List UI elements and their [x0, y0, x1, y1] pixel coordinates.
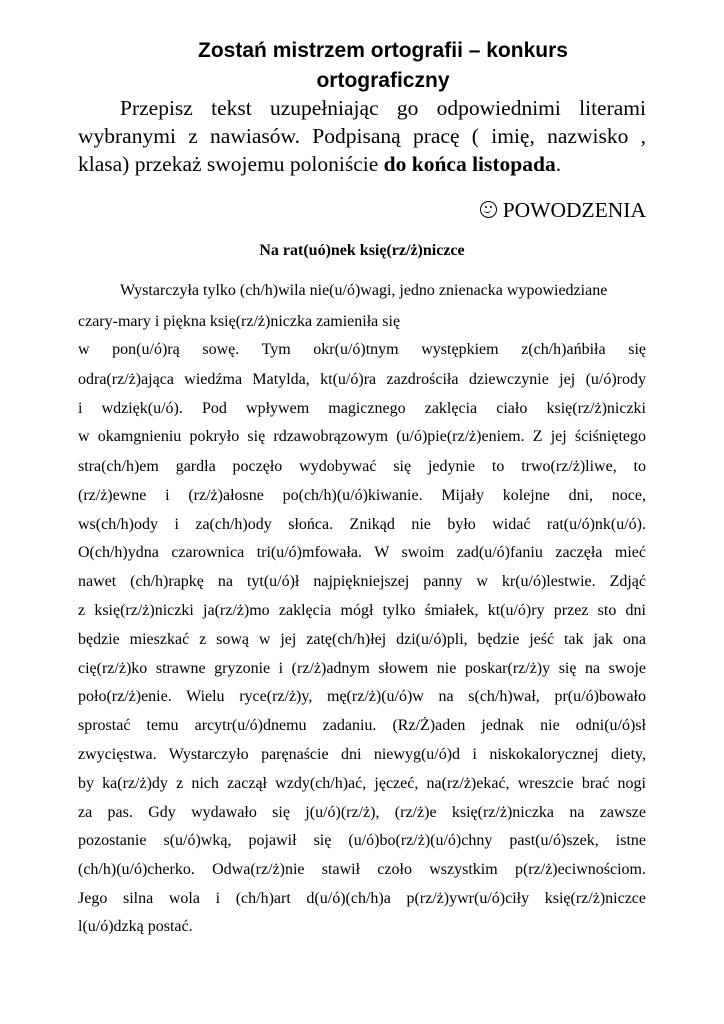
story-line: zwycięstwa. Wystarczyło paręnaście dni niewyg(u/ó)d i niskokalorycznej diety, [78, 746, 646, 763]
good-luck-line [480, 196, 646, 224]
story-line: O(ch/h)ydna czarownica tri(u/ó)mfowała. W swoim zad(u/ó)faniu zaczęła mieć [78, 544, 646, 561]
story-line: by ka(rz/ż)dy z nich zaczął wzdy(ch/h)ać, jęczeć, na(rz/ż)ekać, wreszcie brać nogi [78, 775, 646, 792]
story-line: (ch/h)(u/ó)cherko. Odwa(rz/ż)nie stawił czoło wszystkim p(rz/ż)eciwnościom. [78, 861, 646, 878]
story-line: nawet (ch/h)rapkę na tyt(u/ó)ł najpiękniejszej panny w kr(u/ó)lestwie. Zdjąć [78, 573, 646, 590]
story-line: stra(ch/h)em gardła poczęło wydobywać się jedynie to trwo(rz/ż)liwe, to [78, 458, 646, 475]
story-line: i wdzięk(u/ó). Pod wpływem magicznego zaklęcia ciało księ(rz/ż)niczki [78, 400, 646, 417]
deadline-text: do końca listopada [383, 152, 556, 176]
instructions-paragraph [78, 94, 646, 178]
story-line: cię(rz/ż)ko strawne gryzonie i (rz/ż)adnym słowem nie poskar(rz/ż)y się na swoje [78, 660, 646, 677]
story-line: sprostać temu arcytr(u/ó)dnemu zadaniu. (Rz/Ż)aden jednak nie odni(u/ó)sł [78, 717, 646, 734]
page-title-line-1: Zostań mistrzem ortografii – konkurs [198, 39, 568, 62]
story-line: będzie mieszkać z sową w jej zatę(ch/h)łej dzi(u/ó)pli, będzie jeść tak jak ona [78, 631, 646, 648]
good-luck-text: POWODZENIA [502, 198, 646, 222]
story-line: pozostanie s(u/ó)wką, pojawił się (u/ó)bo(rz/ż)(u/ó)chny past(u/ó)szek, istne [78, 832, 646, 849]
story-line: Jego silna wola i (ch/h)art d(u/ó)(ch/h)a p(rz/ż)ywr(u/ó)ciły księ(rz/ż)niczce [78, 890, 646, 907]
story-line: ws(ch/h)ody i za(ch/h)ody słońca. Znikąd nie było widać rat(u/ó)nk(u/ó). [78, 516, 646, 533]
page-title [78, 36, 688, 96]
story-line: z księ(rz/ż)niczki ja(rz/ż)mo zaklęcia mógł tylko śmiałek, kt(u/ó)ry przez sto dni [78, 602, 646, 619]
story-line: Wystarczyła tylko (ch/h)wila nie(u/ó)wagi, jedno znienacka wypowiedziane [120, 282, 608, 299]
story-line: w pon(u/ó)rą sowę. Tym okr(u/ó)tnym występkiem z(ch/h)ańbiła się [78, 341, 646, 358]
story-line: odra(rz/ż)ająca wiedźma Matylda, kt(u/ó)ra zazdrościła dziewczynie jej (u/ó)rody [78, 371, 646, 388]
instructions-end: . [555, 152, 562, 176]
smiley-icon [480, 201, 497, 218]
story-line: w okamgnieniu pokryło się rdzawobrązowym (u/ó)pie(rz/ż)eniem. Z jej ściśniętego [78, 428, 646, 445]
story-line: l(u/ó)dzką postać. [78, 918, 193, 935]
story-line: poło(rz/ż)enie. Wielu ryce(rz/ż)y, mę(rz/ż)(u/ó)w na s(ch/h)wał, pr(u/ó)bowało [78, 688, 646, 705]
page-title-line-2: ortograficzny [316, 69, 450, 92]
story-line: czary-mary i piękna księ(rz/ż)niczka zamieniła się [78, 313, 401, 330]
story-line: (rz/ż)ewne i (rz/ż)ałosne po(ch/h)(u/ó)kiwanie. Mijały kolejne dni, noce, [78, 487, 646, 504]
story-line: za pas. Gdy wydawało się j(u/ó)(rz/ż), (rz/ż)e księ(rz/ż)niczka na zawsze [78, 804, 646, 821]
instructions-text: Przepisz tekst uzupełniając go odpowiednimi literami wybranymi z nawiasów. Podpisaną pracę ( imię, nazwisko , klasa) przekaż swojemu poloniście [78, 96, 646, 176]
story-title: Na rat(uó)nek księ(rz/ż)niczce [259, 242, 465, 259]
